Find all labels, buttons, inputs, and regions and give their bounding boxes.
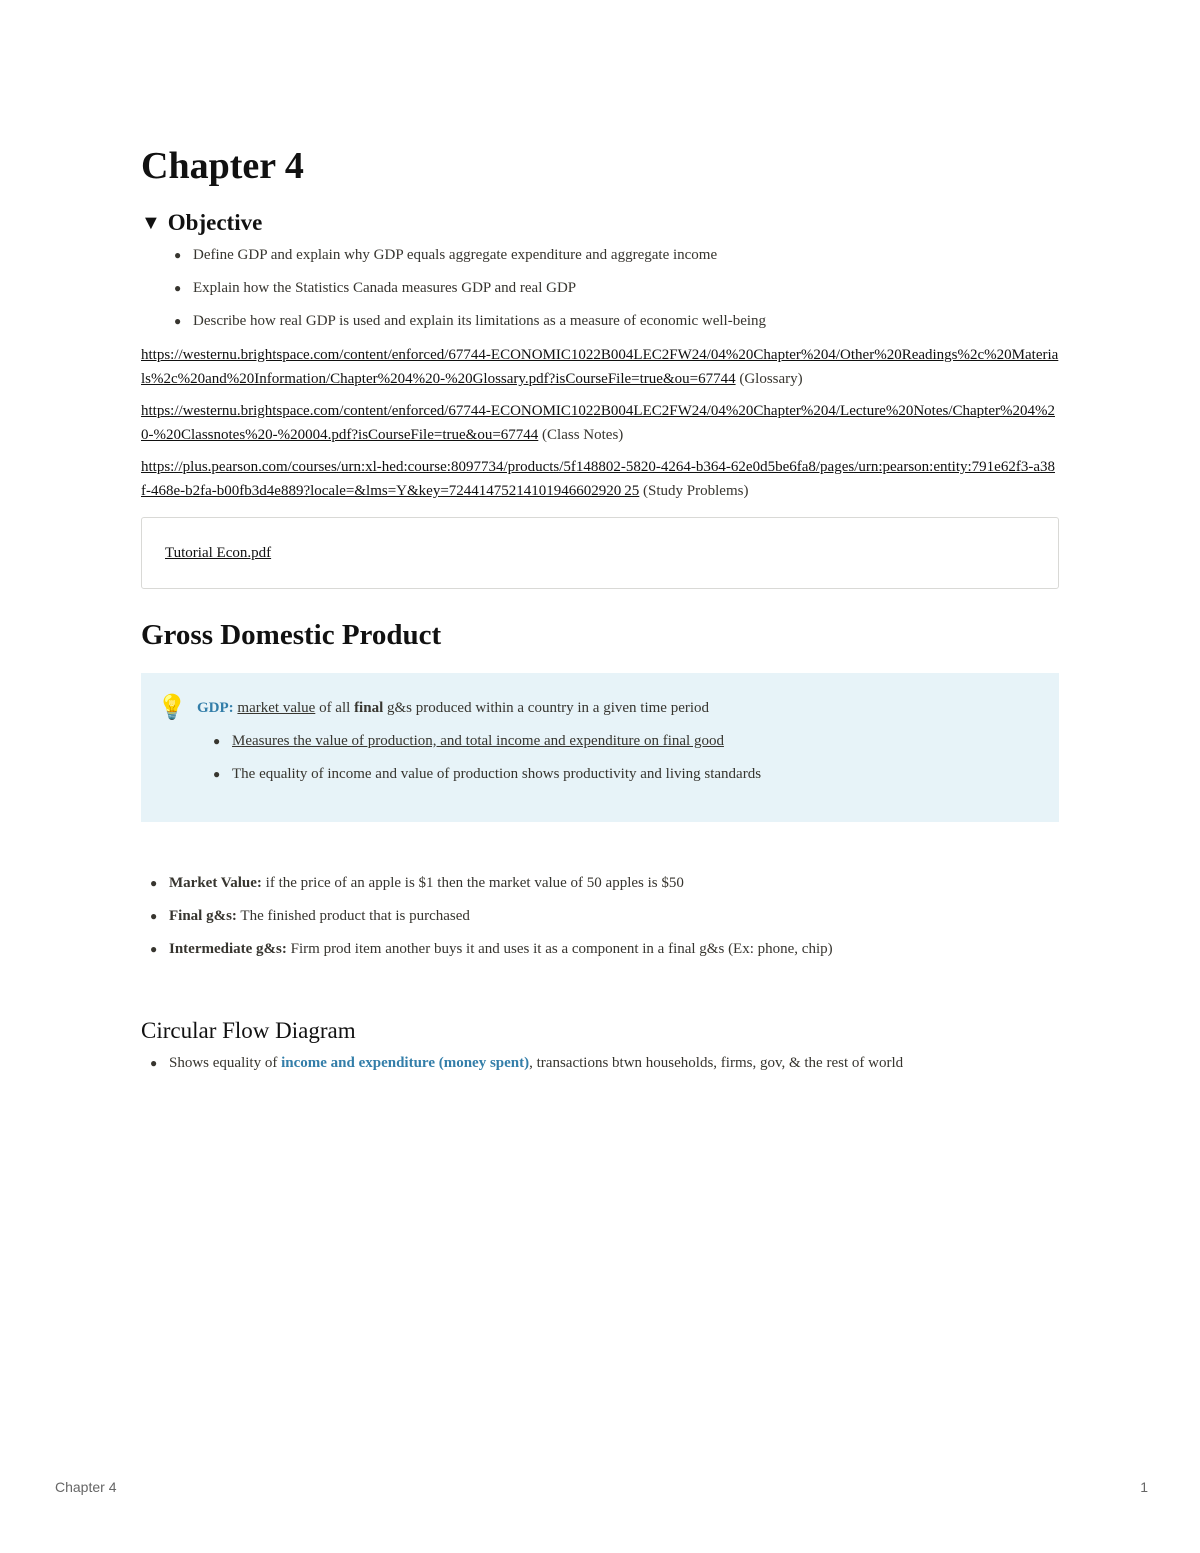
link-note: (Class Notes): [538, 427, 624, 443]
bullet-icon: ●: [213, 734, 221, 748]
circular-flow-heading: Circular Flow Diagram: [141, 1018, 356, 1043]
list-item: ● Describe how real GDP is used and explain its limitations as a measure of economic well-being: [193, 310, 1059, 332]
classnotes-link-block: [141, 399, 1059, 447]
list-item: ● Explain how the Statistics Canada measures GDP and real GDP: [193, 277, 1059, 299]
callout-body: [197, 697, 761, 796]
gdp-heading: Gross Domestic Product: [141, 619, 442, 651]
list-item: ● Shows equality of income and expenditure (money spent), transactions btwn households, firms, gov, & the rest of world: [169, 1052, 1059, 1074]
list-item: ● Market Value: if the price of an apple is $1 then the market value of 50 apples is $50: [169, 872, 1059, 894]
page-content: [141, 140, 1059, 1074]
file-link[interactable]: Tutorial Econ.pdf: [165, 544, 272, 561]
list-item: ● Intermediate g&s: Firm prod item another buys it and uses it as a component in a final g&s (Ex: phone, chip): [169, 938, 1059, 960]
page-number: 1: [1140, 1479, 1148, 1495]
bullet-icon: ●: [150, 876, 158, 890]
terms-list: [150, 872, 1059, 960]
list-item: ● The equality of income and value of production shows productivity and living standards: [232, 763, 761, 785]
list-item: ● Final g&s: The finished product that is purchased: [169, 905, 1059, 927]
objective-heading: Objective: [167, 210, 263, 235]
callout-list: [213, 730, 762, 785]
list-item: ● Define GDP and explain why GDP equals aggregate expenditure and aggregate income: [193, 244, 1059, 266]
bullet-icon: ●: [150, 942, 158, 956]
callout-definition: GDP: market value of all final g&s produced within a country in a given time period: [197, 700, 710, 716]
lightbulb-icon: 💡: [157, 695, 187, 721]
study-problems-link-block: [141, 455, 1059, 503]
objective-list: [174, 244, 1059, 332]
gdp-callout: [141, 673, 1059, 822]
bullet-icon: ●: [150, 1056, 158, 1070]
classnotes-link[interactable]: https://westernu.brightspace.com/content/enforced/67744-ECONOMIC1022B004LEC2FW24/04%20Chapter%204/Lecture%20Notes/Chapter%204%20-%20Classnotes%20-%20004.pdf?isCourseFile=true&ou=67744: [141, 403, 1055, 443]
list-item: ● Measures the value of production, and total income and expenditure on final good: [232, 730, 761, 752]
link-note: (Glossary): [735, 371, 803, 387]
bullet-icon: ●: [174, 248, 182, 262]
flow-list: [150, 1052, 1059, 1074]
study-problems-link[interactable]: https://plus.pearson.com/courses/urn:xl-hed:course:8097734/products/5f148802-5820-4264-b364-62e0d5be6fa8/pages/urn:pearson:entity:791e62f3-a38f-468e-b2fa-b00fb3d4e889?locale=&lms=Y&key=72441475214101946602920 25: [141, 459, 1055, 499]
bullet-icon: ●: [150, 909, 158, 923]
triangle-down-icon[interactable]: ▼: [141, 211, 161, 234]
bullet-icon: ●: [174, 314, 182, 328]
objective-toggle[interactable]: [141, 210, 1059, 236]
glossary-link[interactable]: https://westernu.brightspace.com/content/enforced/67744-ECONOMIC1022B004LEC2FW24/04%20Chapter%204/Other%20Readings%2c%20Materials%2c%20and%20Information/Chapter%204%20-%20Glossary.pdf?isCourseFile=true&ou=67744: [141, 347, 1059, 387]
bullet-icon: ●: [174, 281, 182, 295]
file-attachment[interactable]: [141, 517, 1059, 589]
footer-title: Chapter 4: [55, 1479, 117, 1495]
bullet-icon: ●: [213, 767, 221, 781]
page-title: Chapter 4: [141, 145, 304, 187]
link-note: (Study Problems): [639, 483, 749, 499]
glossary-link-block: [141, 343, 1059, 391]
